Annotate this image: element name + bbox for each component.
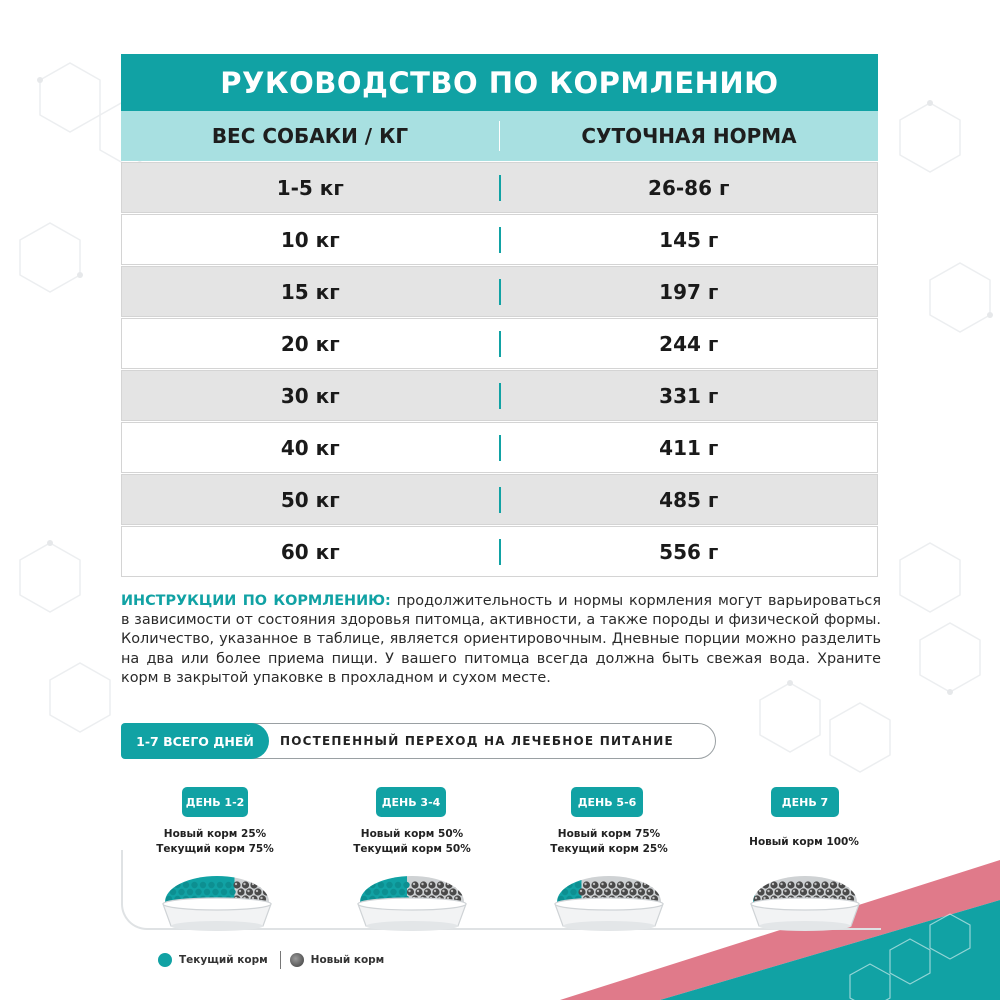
kibble-highlight [239,890,241,892]
new-kibble [424,888,431,895]
kibble-highlight [584,883,586,885]
kibble-highlight [247,890,249,892]
new-kibble [753,881,760,888]
kibble-highlight [840,883,842,885]
norm-cell: 197 г [659,279,719,304]
current-kibble [365,889,371,895]
kibble-highlight [260,897,262,899]
kibble-highlight [430,883,432,885]
day-mix-text-3-4 [327,827,497,857]
kibble-highlight [793,890,795,892]
day-line-new: Новый корм 25% [163,828,267,840]
kibble-highlight [759,890,761,892]
kibble-highlight [597,890,599,892]
day-mix-text-7 [719,835,889,850]
new-kibble [847,881,854,888]
current-kibble [399,889,405,895]
new-kibble [246,888,253,895]
kibble-highlight [648,890,650,892]
kibble-highlight [425,890,427,892]
kibble-highlight [408,890,410,892]
new-kibble [834,888,841,895]
day-line-new: Новый корм 100% [749,836,859,848]
new-kibble [646,888,653,895]
current-kibble [558,882,564,888]
norm-cell: 244 г [659,331,719,356]
new-kibble [233,881,240,888]
new-kibble [420,881,427,888]
kibble-highlight [631,890,633,892]
day-mix-text-1-2 [130,827,300,857]
new-kibble [625,881,632,888]
weight-cell: 40 кг [280,435,340,460]
kibble-highlight [580,890,582,892]
food-bowl-day-7 [743,860,868,935]
kibble-highlight [235,883,237,885]
norm-cell: 26-86 г [648,175,730,200]
new-kibble [445,881,452,888]
kibble-highlight [256,890,258,892]
kibble-highlight [588,890,590,892]
current-kibble [225,882,231,888]
kibble-highlight [784,890,786,892]
kibble-highlight [455,883,457,885]
new-kibble [770,881,777,888]
kibble-highlight [243,883,245,885]
norm-cell: 331 г [659,383,719,408]
current-kibble [208,882,214,888]
new-kibble [634,881,641,888]
kibble-highlight [848,883,850,885]
transition-description [251,723,716,759]
new-kibble [604,888,611,895]
current-kibble [566,882,572,888]
table-row [121,318,878,369]
new-kibble [766,888,773,895]
new-kibble [612,888,619,895]
food-bowl-day-3-4 [350,860,475,935]
feeding-instructions [121,592,881,688]
new-kibble [813,881,820,888]
bowl-base [563,921,655,931]
kibble-highlight [755,883,757,885]
kibble-highlight [605,890,607,892]
kibble-highlight [601,883,603,885]
kibble-highlight [610,883,612,885]
new-kibble [774,888,781,895]
norm-cell: 556 г [659,539,719,564]
kibble-highlight [810,890,812,892]
kibble-highlight [421,883,423,885]
kibble-highlight [434,890,436,892]
new-food-swatch [290,953,304,967]
kibble-highlight [455,897,457,899]
new-kibble [800,888,807,895]
current-kibble [390,889,396,895]
weight-cell: 20 кг [280,331,340,356]
new-kibble [783,888,790,895]
current-kibble [174,882,180,888]
bowl-base [171,921,263,931]
current-kibble [183,882,189,888]
current-food-swatch [158,953,172,967]
transition-days-pill: 1-7 ВСЕГО ДНЕЙ [121,723,269,759]
kibble-highlight [806,883,808,885]
current-kibble [369,882,375,888]
day-mix-text-5-6 [524,827,694,857]
legend-new-label: Новый корм [310,954,385,966]
current-kibble [200,882,206,888]
new-kibble [254,888,261,895]
new-kibble [608,881,615,888]
kibble-highlight [852,890,854,892]
table-row [121,162,878,213]
new-kibble [587,888,594,895]
new-kibble [441,888,448,895]
new-kibble [600,881,607,888]
new-kibble [621,888,628,895]
new-kibble [642,881,649,888]
kibble-highlight [635,883,637,885]
transition-description-text: ПОСТЕПЕННЫЙ ПЕРЕХОД НА ЛЕЧЕБНОЕ ПИТАНИЕ [280,734,674,748]
current-kibble [386,882,392,888]
kibble-highlight [789,883,791,885]
legend-divider [280,951,281,969]
current-kibble [170,889,176,895]
column-header-norm: СУТОЧНАЯ НОРМА [581,124,797,148]
kibble-highlight [818,890,820,892]
kibble-highlight [252,897,254,899]
feeding-table [121,54,878,577]
kibble-highlight [776,890,778,892]
current-kibble [403,882,409,888]
kibble-highlight [593,883,595,885]
new-kibble [583,881,590,888]
day-line-new: Новый корм 75% [557,828,661,840]
current-kibble [217,882,223,888]
current-kibble [229,889,235,895]
bowl-base [759,921,851,931]
kibble-highlight [644,883,646,885]
weight-cell: 30 кг [280,383,340,408]
instructions-text: продолжительность и нормы кормления могут варьироваться в зависимости от состояния здоровья питомца, активности, а также породы и физической формы. Количество, указанное в таблице, является ориентировочным. Дневные порции можно разделить на два или более приема пищи. У вашего питомца всегда должна быть свежая вода. Храните корм в закрытой упаковке в прохладном и сухом месте. [121,593,881,686]
kibble-highlight [797,883,799,885]
kibble-highlight [413,883,415,885]
new-kibble [757,888,764,895]
kibble-highlight [652,883,654,885]
new-kibble [787,881,794,888]
day-tag-5-6: ДЕНЬ 5-6 [571,787,643,817]
norm-cell: 411 г [659,435,719,460]
kibble-highlight [252,883,254,885]
new-kibble [415,888,422,895]
kibble-highlight [772,883,774,885]
kibble-highlight [644,897,646,899]
new-kibble [263,888,270,895]
new-kibble [629,888,636,895]
current-kibble [178,889,184,895]
kibble-highlight [656,890,658,892]
kibble-highlight [618,883,620,885]
table-row [121,370,878,421]
table-row [121,266,878,317]
new-kibble [437,881,444,888]
food-bowl-day-5-6 [547,860,672,935]
weight-cell: 10 кг [280,227,340,252]
kibble-highlight [763,883,765,885]
current-kibble [575,882,581,888]
legend [158,950,384,970]
new-kibble [259,881,266,888]
current-kibble [373,889,379,895]
new-kibble [842,888,849,895]
kibble-highlight [767,890,769,892]
new-kibble [458,888,465,895]
new-kibble [851,888,858,895]
weight-cell: 60 кг [280,539,340,564]
day-line-current: Текущий корм 75% [156,843,274,855]
new-kibble [578,888,585,895]
new-kibble [838,881,845,888]
table-title: РУКОВОДСТВО ПО КОРМЛЕНИЮ [121,54,878,111]
table-row [121,214,878,265]
kibble-highlight [447,897,449,899]
kibble-highlight [801,890,803,892]
current-kibble [562,889,568,895]
day-tag-3-4: ДЕНЬ 3-4 [376,787,446,817]
kibble-highlight [459,890,461,892]
table-row [121,422,878,473]
current-kibble [204,889,210,895]
kibble-highlight [260,883,262,885]
current-kibble [187,889,193,895]
day-tag-7: ДЕНЬ 7 [771,787,839,817]
bowl-rim [358,898,466,910]
kibble-highlight [827,890,829,892]
new-kibble [617,881,624,888]
current-kibble [378,882,384,888]
kibble-highlight [755,897,757,899]
kibble-highlight [639,890,641,892]
kibble-highlight [447,883,449,885]
norm-cell: 485 г [659,487,719,512]
instructions-lead: ИНСТРУКЦИИ ПО КОРМЛЕНИЮ: [121,593,391,609]
new-kibble [449,888,456,895]
table-header-row [121,111,878,161]
new-kibble [821,881,828,888]
new-kibble [651,881,658,888]
new-kibble [779,881,786,888]
current-kibble [361,882,367,888]
kibble-highlight [780,883,782,885]
new-kibble [595,888,602,895]
day-line-new: Новый корм 50% [360,828,464,840]
day-tag-1-2: ДЕНЬ 1-2 [182,787,248,817]
new-kibble [411,881,418,888]
table-row [121,526,878,577]
kibble-highlight [622,890,624,892]
kibble-highlight [823,883,825,885]
kibble-highlight [264,890,266,892]
current-kibble [166,882,172,888]
bowl-rim [751,898,859,910]
kibble-highlight [451,890,453,892]
bowl-rim [555,898,663,910]
new-kibble [796,881,803,888]
new-kibble [791,888,798,895]
bowl-rim [163,898,271,910]
new-kibble [250,881,257,888]
new-kibble [591,881,598,888]
norm-cell: 145 г [659,227,719,252]
day-line-current: Текущий корм 50% [353,843,471,855]
new-kibble [808,888,815,895]
kibble-highlight [831,883,833,885]
new-kibble [804,881,811,888]
new-kibble [242,881,249,888]
weight-cell: 1-5 кг [276,175,344,200]
bowl-base [366,921,458,931]
legend-current-label: Текущий корм [179,954,268,966]
kibble-highlight [840,897,842,899]
kibble-highlight [848,897,850,899]
kibble-highlight [614,890,616,892]
kibble-highlight [442,890,444,892]
current-kibble [570,889,576,895]
column-header-weight: ВЕС СОБАКИ / КГ [211,124,409,148]
new-kibble [428,881,435,888]
kibble-highlight [835,890,837,892]
current-kibble [212,889,218,895]
current-kibble [382,889,388,895]
table-row [121,474,878,525]
kibble-highlight [763,897,765,899]
transition-banner [121,723,716,759]
day-line-current: Текущий корм 25% [550,843,668,855]
new-kibble [830,881,837,888]
new-kibble [638,888,645,895]
weight-cell: 15 кг [280,279,340,304]
kibble-highlight [417,890,419,892]
kibble-highlight [844,890,846,892]
new-kibble [655,888,662,895]
new-kibble [817,888,824,895]
new-kibble [825,888,832,895]
kibble-highlight [438,883,440,885]
kibble-highlight [652,897,654,899]
new-kibble [407,888,414,895]
kibble-highlight [814,883,816,885]
kibble-highlight [627,883,629,885]
current-kibble [191,882,197,888]
weight-cell: 50 кг [280,487,340,512]
new-kibble [432,888,439,895]
new-kibble [237,888,244,895]
food-bowl-day-1-2 [155,860,280,935]
new-kibble [454,881,461,888]
new-kibble [762,881,769,888]
current-kibble [221,889,227,895]
current-kibble [395,882,401,888]
current-kibble [195,889,201,895]
